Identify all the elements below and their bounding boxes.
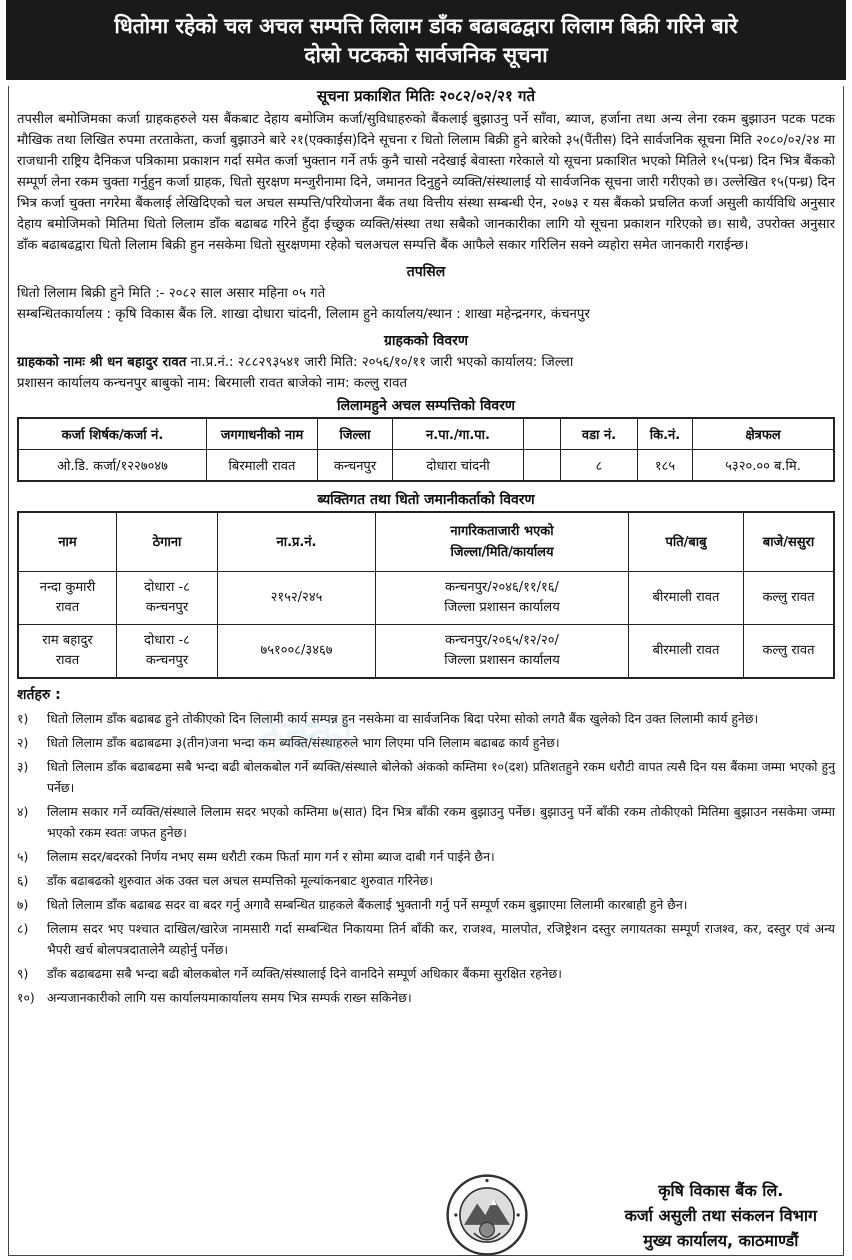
term-number: ८) bbox=[17, 921, 29, 936]
col-issue-line2: जिल्ला/मिति/कार्यालय bbox=[450, 545, 554, 560]
issue-line2: जिल्ला प्रशासन कार्यालय bbox=[444, 653, 560, 668]
col-ward: वडा नं. bbox=[561, 419, 638, 450]
customer-name: ग्राहकको नामः श्री धन बहादुर रावत bbox=[17, 355, 187, 370]
issue-line2: जिल्ला प्रशासन कार्यालय bbox=[444, 600, 560, 615]
term-text: लिलाम सकार गर्ने व्यक्ति/संस्थाले लिलाम सदर भएको कम्तिमा ७(सात) दिन भित्र बाँकी रकम बुझाउनु पर्नेछ। बुझाउनु पर्ने बाँकी रकम तोकीएको मितिमा बुझाउन नसकेमा जम्मा भएको रकम स्वतः जफत हुनेछ। bbox=[47, 804, 835, 840]
col-municipality: न.पा./गा.पा. bbox=[393, 419, 524, 450]
term-text: डाँक बढाबढको शुरुवात अंक उक्त चल अचल सम्पत्तिको मूल्यांकनबाट शुरुवात गरिनेछ। bbox=[47, 873, 434, 888]
col-area: क्षेत्रफल bbox=[693, 419, 834, 450]
col-address: ठेगाना bbox=[117, 513, 218, 572]
col-issue-line1: नागरिकताजारी भएको bbox=[450, 524, 554, 539]
term-number: ६) bbox=[17, 873, 29, 888]
list-item bbox=[17, 801, 835, 843]
list-item bbox=[17, 894, 835, 915]
term-number: ९) bbox=[17, 966, 29, 981]
cell-area: ५३२०.०० ब.मि. bbox=[693, 450, 834, 481]
cell-name bbox=[19, 572, 117, 625]
col-blank bbox=[524, 419, 561, 450]
watermark: ठेक्का bbox=[259, 711, 354, 762]
guarantor-table bbox=[18, 512, 834, 678]
col-district: जिल्ला bbox=[318, 419, 393, 450]
intro-paragraph: तपसील बमोजिमका कर्जा ग्राहकहरुले यस बैंकबाट देहाय बमोजिम कर्जा/सुविधाहरुको बैंकलाई बुझाउनु पर्ने साँवा, ब्याज, हर्जाना तथा अन्य लेना रकम बुझाउन पटक पटक मौखिक तथा लिखित रुपमा तरताकेता, कर्जा बुझाउने बारे २१(एक्काईस)दिने सूचना र धितो लिलाम बिक्री हुने बारेको ३५(पैंतीस) दिने सार्वजनिक सूचना मिति २०८०/०२/२४ मा राजधानी राष्ट्रिय दैनिकज पत्रिकामा प्रकाशन गर्दा समेत कर्जा भुक्तान गर्ने तर्फ कुनै चासो नदेखाई बेवास्ता गरेकाले यो सूचना प्रकाशित भएको मितिले १५(पन्ध्र) दिन भित्र बैंकको सम्पूर्ण लेना रकम चुक्ता गर्नुहुन कर्जा ग्राहक, धितो सुरक्षण मन्जुरीनामा दिने, जमानत दिनुहुने व्यक्ति/संस्थालाई यो सार्वजनिक सूचना जारी गरीएको छ। उल्लेखित १५(पन्ध्र) दिन भित्र कर्जा चुक्ता नगरेमा बैंकलाई लेखिदिएको चल अचल सम्पत्ति/परियोजना बैंक तथा वित्तीय संस्था सम्बन्धी ऐन, २०७३ र यस बैंकको प्रचलित कर्जा असुली कार्यविधि अनुसार देहाय बमोजिमको मितिमा धितो लिलाम डाँक बढाबढ गरिने हुँदा ईच्छुक व्यक्ति/संस्था तथा सबैको जानकारीका लागि यो सूचना प्रकाशन गरिएको छ। साथै, उपरोक्त अनुसार डाँक बढाबढद्वारा धितो लिलाम बिक्री हुन नसकेमा धितो सुरक्षणमा रहेको चलअचल सम्पत्ति बैंक आफैले सकार गरिलिन सक्ने व्यहोरा समेत जानकारी गराईन्छ। bbox=[17, 112, 835, 253]
cell-loan: ओ.डि. कर्जा/१२२७०४७ bbox=[19, 450, 207, 481]
list-item bbox=[17, 870, 835, 891]
col-owner: जगगाधनीको नाम bbox=[207, 419, 318, 450]
terms-list bbox=[17, 708, 835, 1008]
term-number: २) bbox=[17, 735, 29, 750]
property-header-row bbox=[19, 419, 834, 450]
term-text: धितो लिलाम डाँक बढाबढमा सबै भन्दा बढी बोलकबोल गर्ने ब्यक्ति/संस्थाले बोलेको अंकको कम्तिमा १०(दश) प्रतिशतहुने रकम धरौटी वापत त्यसै दिन यस बैंकमा जम्मा भएको हुनु पर्नेछ। bbox=[47, 759, 835, 795]
cell-address bbox=[117, 572, 218, 625]
table-row bbox=[19, 450, 834, 481]
list-item bbox=[17, 708, 835, 729]
list-item bbox=[17, 963, 835, 984]
cell-district: कन्चनपुर bbox=[318, 450, 393, 481]
property-heading: लिलामहुने अचल सम्पत्तिको विवरण bbox=[336, 398, 516, 414]
address-line1: दोधारा -८ bbox=[144, 633, 190, 648]
table-row bbox=[19, 572, 834, 625]
address-line1: दोधारा -८ bbox=[144, 580, 190, 595]
cell-blank bbox=[524, 450, 561, 481]
signature-bank: कृषि विकास बैंक लि. bbox=[658, 1181, 784, 1200]
signature-department: कर्जा असुली तथा संकलन विभाग bbox=[624, 1206, 817, 1225]
col-citizenship-no: ना.प्र.नं. bbox=[218, 513, 376, 572]
cell-ward: ८ bbox=[561, 450, 638, 481]
list-item bbox=[17, 756, 835, 798]
publication-date: सूचना प्रकाशित मितिः २०८२/०२/२१ गते bbox=[316, 87, 535, 105]
term-text: धितो लिलाम डाँक बढाबढ हुने तोकीएको दिन लिलामी कार्य सम्पन्न हुन नसकेमा वा सार्वजनिक बिदा परेमा सोको लगतै बैंक खुलेको दिन उक्त लिलामी कार्य हुनेछ। bbox=[47, 711, 759, 726]
term-number: ३) bbox=[17, 759, 29, 774]
term-number: १) bbox=[17, 711, 29, 726]
term-text: लिलाम सदर भए पश्चात दाखिल/खारेज नामसारी गर्दा सम्बन्धित निकायमा तिर्न बाँकी कर, राजश्व, मालपोत, रजिष्ट्रेशन दस्तुर लगायतका सम्पूर्ण राजश्व, कर, दस्तुर एवं अन्य भैपरी खर्च बोलपत्रदातालेनै व्यहोर्नु पर्नेछ। bbox=[47, 921, 835, 957]
auction-date: धितो लिलाम बिक्री हुने मिति :- २०८२ साल असार महिना ०५ गते bbox=[17, 286, 326, 301]
guarantor-table-wrap bbox=[17, 511, 835, 679]
notice-title-line1: धितोमा रहेको चल अचल सम्पत्ति लिलाम डाँक बढाबढद्वारा लिलाम बिक्री गरिने बारे bbox=[114, 14, 738, 38]
cell-father: बीरमाली रावत bbox=[629, 625, 744, 678]
cell-grandfather: कल्लु रावत bbox=[744, 572, 834, 625]
customer-citizenship: ना.प्र.नं.: २८८२९३५४१ जारी मिति: २०५६/१०/११ जारी भएको कार्यालय: जिल्ला bbox=[186, 355, 574, 370]
name-line2: रावत bbox=[55, 653, 80, 668]
cell-name bbox=[19, 625, 117, 678]
office-line: सम्बन्धितकार्यालय : कृषि विकास बैंक लि. शाखा दोधारा चांदनी, लिलाम हुने कार्यालय/स्थान : शाखा महेन्द्रनगर, कंचनपुर bbox=[17, 307, 590, 322]
col-loan: कर्जा शिर्षक/कर्जा नं. bbox=[19, 419, 207, 450]
issue-line1: कन्चनपुर/२०४६/११/१६/ bbox=[445, 580, 559, 595]
term-number: ५) bbox=[17, 849, 29, 864]
col-name: नाम bbox=[19, 513, 117, 572]
table-row bbox=[19, 625, 834, 678]
notice-header bbox=[6, 0, 846, 80]
cell-address bbox=[117, 625, 218, 678]
issue-line1: कन्चनपुर/२०६५/१२/२०/ bbox=[445, 633, 559, 648]
term-number: ७) bbox=[17, 897, 29, 912]
cell-citizenship-no: ७५१००८/३४६७ bbox=[218, 625, 376, 678]
cell-father: बीरमाली रावत bbox=[629, 572, 744, 625]
address-line2: कन्चनपुर bbox=[145, 600, 189, 615]
col-issue bbox=[376, 513, 629, 572]
customer-line2: प्रशासन कार्यालय कन्चनपुर बाबुको नाम: बिरमाली रावत बाजेको नाम: कल्लु रावत bbox=[17, 376, 408, 391]
cell-plot: १८५ bbox=[638, 450, 693, 481]
bank-seal-icon bbox=[446, 1174, 528, 1256]
cell-citizenship-no: २१५२/२४५ bbox=[218, 572, 376, 625]
notice-body bbox=[8, 86, 844, 1256]
name-line1: राम बहादुर bbox=[42, 633, 93, 648]
col-father: पति/बाबु bbox=[629, 513, 744, 572]
cell-grandfather: कल्लु रावत bbox=[744, 625, 834, 678]
terms-title: शर्तहरु : bbox=[17, 687, 61, 703]
term-number: ४) bbox=[17, 804, 29, 819]
address-line2: कन्चनपुर bbox=[145, 653, 189, 668]
cell-issue bbox=[376, 572, 629, 625]
cell-owner: बिरमाली रावत bbox=[207, 450, 318, 481]
term-text: लिलाम सदर/बदरको निर्णय नभए सम्म धरौटी रकम फिर्ता माग गर्न र सोमा ब्याज दाबी गर्न पाईने छैन। bbox=[47, 849, 495, 864]
notice-title-line2: दोस्रो पटकको सार्वजनिक सूचना bbox=[304, 43, 548, 67]
term-text: धितो लिलाम डाँक बढाबढमा ३(तीन)जना भन्दा कम ब्यक्ति/संस्थाहरुले भाग लिएमा पनि लिलाम बढाबढ कार्य हुनेछ। bbox=[47, 735, 560, 750]
list-item bbox=[17, 732, 835, 753]
list-item bbox=[17, 846, 835, 867]
term-text: अन्यजानकारीको लागि यस कार्यालयमाकार्यालय समय भित्र सम्पर्क राख्न सकिनेछ। bbox=[47, 990, 412, 1005]
guarantor-heading: ब्यक्तिगत तथा धितो जमानीकर्ताको विवरण bbox=[317, 492, 535, 508]
col-plot: कि.नं. bbox=[638, 419, 693, 450]
cell-municipality: दोधारा चांदनी bbox=[393, 450, 524, 481]
guarantor-header-row bbox=[19, 513, 834, 572]
customer-heading: ग्राहकको विवरण bbox=[383, 333, 468, 349]
details-heading: तपसिल bbox=[406, 264, 446, 280]
property-table-wrap bbox=[17, 417, 835, 482]
footer bbox=[9, 1174, 843, 1254]
signature-block bbox=[625, 1178, 817, 1253]
property-table bbox=[18, 418, 834, 481]
list-item bbox=[17, 918, 835, 960]
term-text: धितो लिलाम डाँक बढाबढ सदर वा बदर गर्नु अगावै सम्बन्धित ग्राहकले बैंकलाई भुक्तानी गर्नु पर्ने सम्पूर्ण रकम बुझाएमा लिलामी कारबाही हुने छैन। bbox=[47, 897, 688, 912]
signature-office: मुख्य कार्यालय, काठमाण्डौं bbox=[643, 1231, 799, 1250]
list-item bbox=[17, 987, 835, 1008]
term-number: १०) bbox=[17, 990, 35, 1005]
customer-line1 bbox=[17, 352, 835, 373]
cell-issue bbox=[376, 625, 629, 678]
col-grandfather: बाजे/ससुरा bbox=[744, 513, 834, 572]
name-line1: नन्दा कुमारी bbox=[39, 580, 96, 595]
name-line2: रावत bbox=[55, 600, 80, 615]
term-text: डाँक बढाबढमा सबै भन्दा बढी बोलकबोल गर्ने व्यक्ति/संस्थालाई दिने वानदिने सम्पूर्ण अधिकार बैंकमा सुरक्षित रहनेछ। bbox=[47, 966, 562, 981]
